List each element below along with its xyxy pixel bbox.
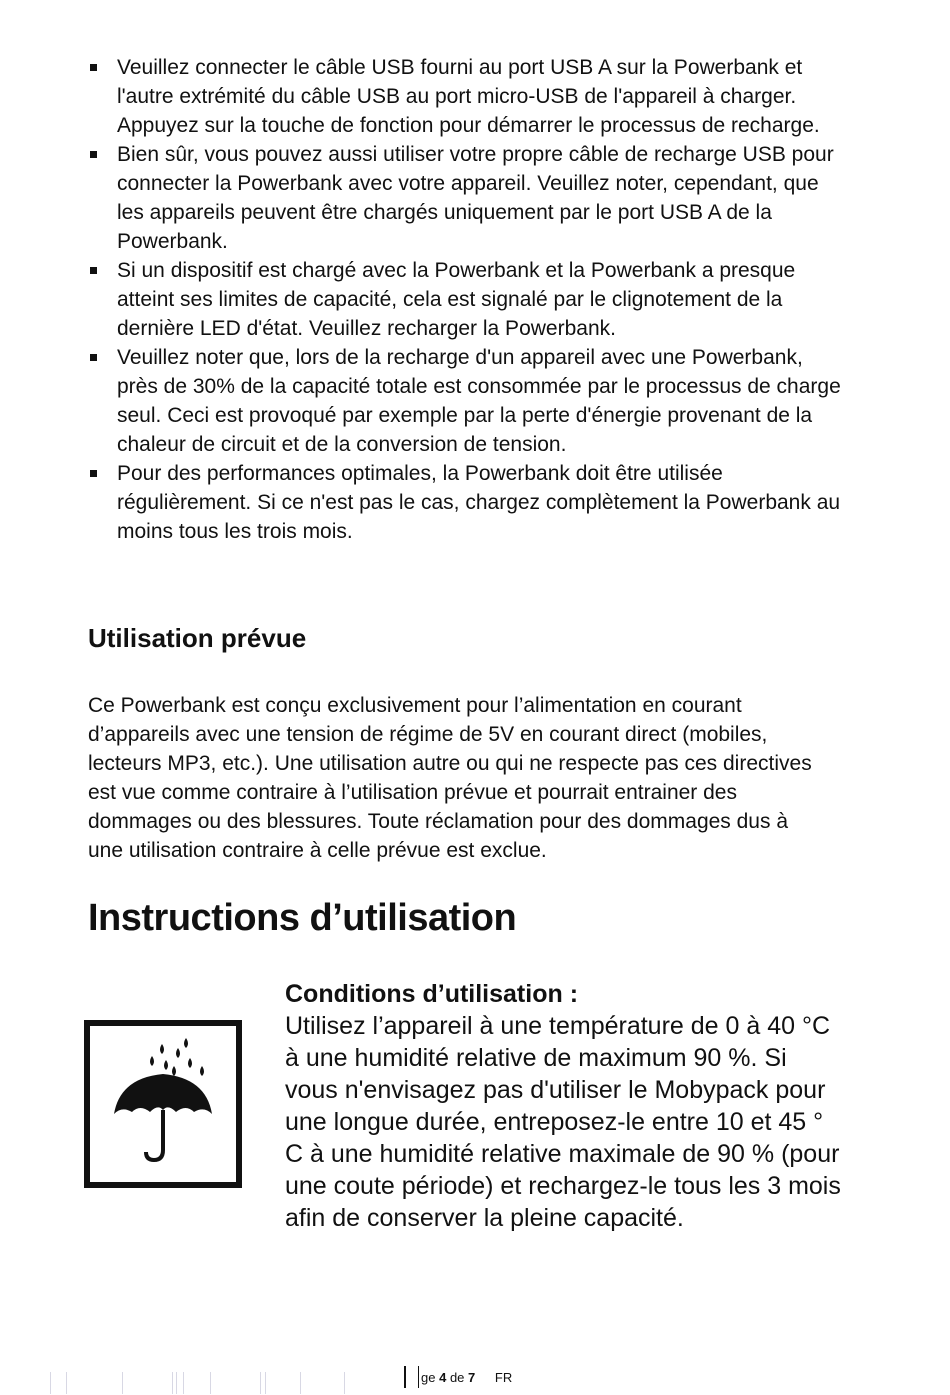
bullet-text: Veuillez noter que, lors de la recharge d'un appareil avec une Powerbank, près de 30% de la capacité totale est consommée par le processus de charge seul. Ceci est provoqué par exemple par la perte d'énergie provenant de la chaleur de circuit et de la conversion de tension. (117, 346, 841, 456)
footer-artifacts (50, 1372, 400, 1394)
bullet-text: Veuillez connecter le câble USB fourni au port USB A sur la Powerbank et l'autre extrémité du câble USB au port micro-USB de l'appareil à charger. Appuyez sur la touche de fonction pour démarrer le processus de recharge. (117, 56, 820, 137)
bullet-square-icon (90, 267, 97, 274)
footer-page-total: 7 (468, 1370, 476, 1385)
bullet-text: Si un dispositif est chargé avec la Powerbank et la Powerbank a presque atteint ses limites de capacité, cela est signalé par le clignotement de la dernière LED d'état. Veuillez recharger la Powerbank. (117, 259, 796, 340)
bullet-item (88, 459, 848, 546)
bullet-text: Pour des performances optimales, la Powerbank doit être utilisée régulièrement. Si ce n'est pas le cas, chargez complètement la Powerbank au moins tous les trois mois. (117, 462, 841, 543)
bullet-text: Bien sûr, vous pouvez aussi utiliser votre propre câble de recharge USB pour connecter la Powerbank avec votre appareil. Veuillez noter, cependant, que les appareils peuvent être chargés uniquement par le port USB A de la Powerbank. (117, 143, 834, 253)
footer-of: de (449, 1370, 465, 1385)
footer-mark-icon (404, 1366, 419, 1388)
conditions-title: Conditions d’utilisation : (285, 980, 579, 1008)
bullet-square-icon (90, 64, 97, 71)
page-footer (404, 1366, 512, 1388)
intended-use-heading: Utilisation prévue (88, 623, 307, 653)
footer-page-number: 4 (439, 1370, 447, 1385)
instruction-bullet-list (88, 53, 848, 546)
footer-language: FR (494, 1370, 513, 1385)
bullet-item (88, 140, 848, 256)
bullet-item (88, 53, 848, 140)
instructions-heading: Instructions d’utilisation (88, 897, 517, 939)
footer-prefix: ge (421, 1370, 436, 1385)
bullet-square-icon (90, 354, 97, 361)
bullet-square-icon (90, 470, 97, 477)
umbrella-rain-icon (84, 1020, 242, 1188)
intended-use-paragraph: Ce Powerbank est conçu exclusivement pour l’alimentation en courant d’appareils avec une tension de régime de 5V en courant direct (mobiles, lecteurs MP3, etc.). Une utilisation autre ou qui ne respecte pas ces directives est vue comme contraire à l’utilisation prévue et pourrait entrainer des dommages ou des blessures. Toute réclamation pour des dommages dus à une utilisation contraire à celle prévue est exclue. (88, 694, 812, 862)
bullet-item (88, 256, 848, 343)
bullet-square-icon (90, 151, 97, 158)
conditions-body: Utilisez l’appareil à une température de 0 à 40 °C à une humidité relative de maximum 90 %. Si vous n'envisagez pas d'utiliser le Mobypack pour une longue durée, entreposez-le entre 10 et 45 ° C à une humidité relative maximale de 90 % (pour une coute période) et rechargez-le tous les 3 mois afin de conserver la pleine capacité. (285, 1012, 841, 1232)
bullet-item (88, 343, 848, 459)
